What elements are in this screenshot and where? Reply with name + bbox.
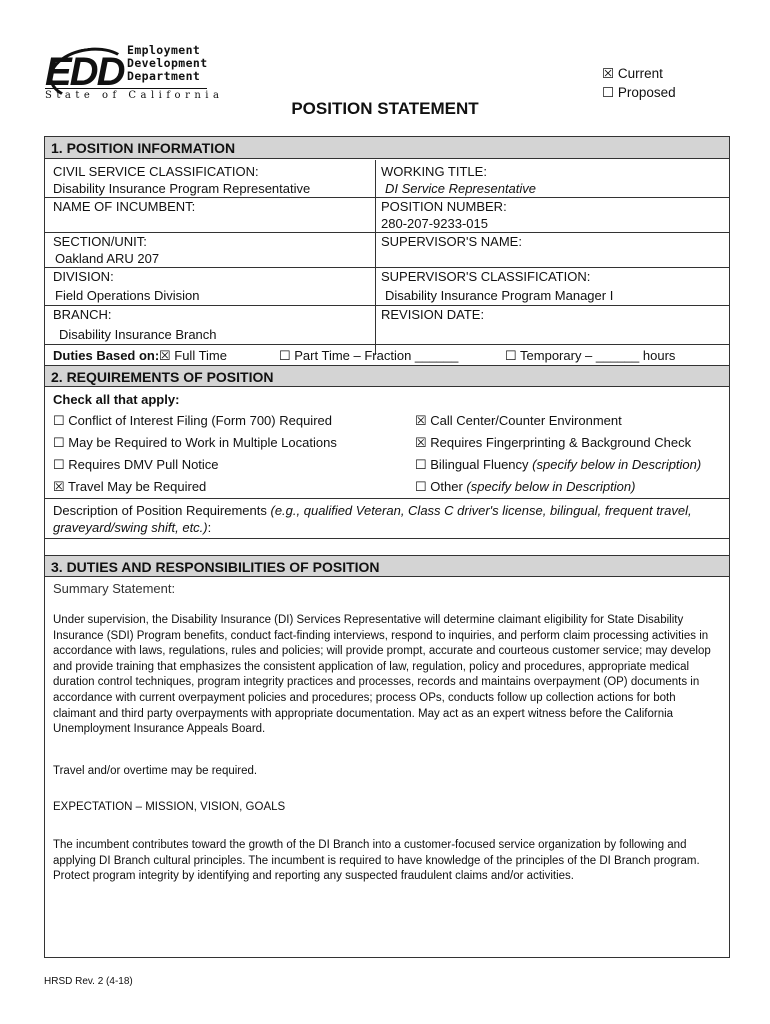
page-title: POSITION STATEMENT [291, 99, 479, 118]
summary-label: Summary Statement: [53, 581, 176, 596]
bilingual-checkbox[interactable] [415, 456, 701, 473]
revision-date-label: REVISION DATE: [381, 307, 485, 322]
division-label: DIVISION: [53, 269, 114, 284]
section-unit-label: SECTION/UNIT: [53, 234, 147, 249]
current-checkbox[interactable]: ☒ Current [602, 66, 663, 81]
row-divider [45, 344, 729, 345]
duties-based-label: Duties Based on: [53, 348, 160, 363]
division-value[interactable]: Field Operations Division [55, 288, 200, 303]
desc-note: (e.g., qualified Veteran, Class C driver's license, bilingual, frequent travel, graveyard/swing shift, etc.) [53, 503, 692, 535]
summary-paragraph: Under supervision, the Disability Insurance (DI) Services Representative will determine claimant eligibility for State Disability Insurance (SDI) Program benefits, conduct fact-finding interviews, respond to inquiries, and perform claim processing activities in accordance with laws, regulations, rules and policies; will provide prompt, accurate and courteous customer service; may develop and provide training that emphasizes the consistent application of law, regulation, policy and procedures, appropriate medical duration control techniques, program integrity practices and processes, records and maintains overpayment (OP) documents in accordance with current overpayment policies and procedures; process OPs, conducts follow up collection actions for both claimant and third party overpayments with appropriate documentation. May act as an expert witness before the California Unemployment Insurance Appeals Board. [53, 614, 711, 736]
logo-rule [45, 88, 207, 89]
fingerprinting-checkbox[interactable] [415, 434, 691, 451]
row-divider [45, 538, 729, 539]
civil-service-value[interactable]: Disability Insurance Program Representative [53, 181, 311, 196]
bilingual-text: ☐ Bilingual Fluency [415, 457, 533, 472]
section3-header: 3. DUTIES AND RESPONSIBILITIES OF POSITION [45, 555, 729, 577]
section2-header: 2. REQUIREMENTS OF POSITION [45, 365, 729, 387]
logo-word-employment: Employment [127, 43, 201, 57]
call-center-checkbox[interactable] [415, 412, 622, 429]
desc-label: Description of Position Requirements [53, 503, 271, 518]
civil-service-label: CIVIL SERVICE CLASSIFICATION: [53, 164, 259, 179]
row-divider [45, 498, 729, 499]
multiple-locations-checkbox[interactable]: ☐ May be Required to Work in Multiple Locations [53, 435, 337, 450]
part-time-checkbox[interactable]: ☐ Part Time – Fraction ______ [279, 348, 459, 363]
position-number-label: POSITION NUMBER: [381, 199, 507, 214]
proposed-checkbox[interactable]: ☐ Proposed [602, 85, 676, 100]
status-options [602, 64, 676, 102]
other-checkbox[interactable] [415, 478, 635, 495]
other-note: (specify below in Description) [466, 479, 636, 494]
section-unit-value[interactable]: Oakland ARU 207 [55, 251, 160, 266]
travel-paragraph: Travel and/or overtime may be required. [53, 765, 258, 777]
working-title-label: WORKING TITLE: [381, 164, 487, 179]
form-revision: HRSD Rev. 2 (4-18) [44, 976, 133, 987]
desc-colon: : [207, 520, 212, 535]
column-divider [375, 160, 376, 355]
travel-checkbox[interactable]: ☒ Travel May be Required [53, 479, 207, 494]
check-all-label: Check all that apply: [53, 392, 180, 407]
full-time-checkbox[interactable]: ☒ Full Time [159, 348, 227, 363]
logo-mark: EDD [45, 50, 124, 94]
incumbent-label: NAME OF INCUMBENT: [53, 199, 196, 214]
dmv-pull-checkbox[interactable]: ☐ Requires DMV Pull Notice [53, 457, 219, 472]
position-statement-form [44, 136, 730, 958]
working-title-value[interactable]: DI Service Representative [385, 181, 537, 196]
supervisor-class-value[interactable]: Disability Insurance Program Manager I [385, 288, 614, 303]
section1-header: 1. POSITION INFORMATION [45, 137, 729, 159]
requirements-description [53, 502, 717, 536]
other-text: ☐ Other [415, 479, 467, 494]
call-center-text: ☒ Call Center/Counter Environment [415, 413, 622, 428]
conflict-interest-checkbox[interactable]: ☐ Conflict of Interest Filing (Form 700) Required [53, 413, 332, 428]
edd-logo [45, 43, 224, 104]
position-number-value[interactable]: 280-207-9233-015 [381, 216, 488, 231]
fingerprinting-text: ☒ Requires Fingerprinting & Background Check [415, 435, 692, 450]
logo-words [127, 44, 208, 83]
bilingual-note: (specify below in Description) [532, 457, 702, 472]
branch-value[interactable]: Disability Insurance Branch [59, 327, 217, 342]
branch-label: BRANCH: [53, 307, 112, 322]
logo-word-department: Department [127, 69, 201, 83]
incumbent-paragraph: The incumbent contributes toward the growth of the DI Branch into a customer-focused service organization by following and applying DI Branch cultural principles. The incumbent is required to have knowledge of the principles of the DI Branch program. Protect program integrity by identifying and reporting any suspected fraudulent claims and/or activities. [53, 839, 700, 883]
expectation-heading: EXPECTATION – MISSION, VISION, GOALS [53, 801, 286, 813]
supervisor-name-label: SUPERVISOR'S NAME: [381, 234, 522, 249]
supervisor-class-label: SUPERVISOR'S CLASSIFICATION: [381, 269, 591, 284]
temporary-checkbox[interactable]: ☐ Temporary – ______ hours [505, 348, 676, 363]
logo-state: State of California [45, 90, 224, 101]
logo-word-development: Development [127, 56, 208, 70]
